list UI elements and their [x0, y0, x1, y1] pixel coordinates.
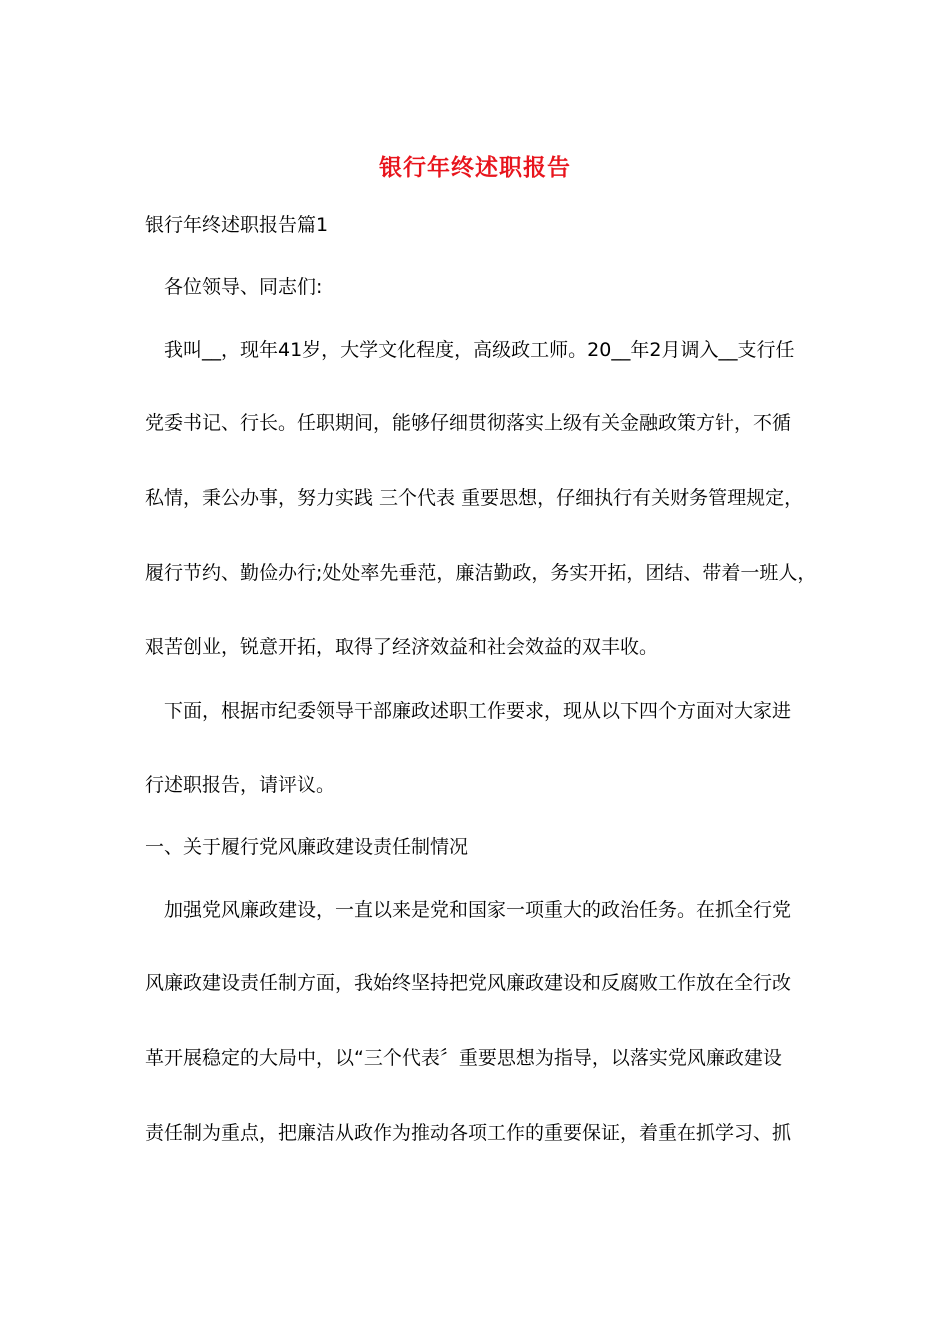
paragraph-line: 党委书记、行长。任职期间，能够仔细贯彻落实上级有关金融政策方针，不循 [145, 412, 792, 434]
paragraph-line: 艰苦创业，锐意开拓，取得了经济效益和社会效益的双丰收。 [145, 636, 659, 658]
salutation: 各位领导、同志们: [164, 276, 323, 298]
document-title: 银行年终述职报告 [379, 154, 571, 181]
paragraph-line: 下面，根据市纪委领导干部廉政述职工作要求，现从以下四个方面对大家进 [164, 700, 792, 722]
paragraph-line: 革开展稳定的大局中，以“三个代表〞重要思想为指导，以落实党风廉政建设 [145, 1047, 782, 1069]
paragraph-line: 私情，秉公办事，努力实践 三个代表 重要思想，仔细执行有关财务管理规定， [145, 487, 804, 509]
paragraph-line: 履行节约、勤俭办行;处处率先垂范，廉洁勤政，务实开拓，团结、带着一班人， [145, 562, 817, 584]
paragraph-line: 风廉政建设责任制方面，我始终坚持把党风廉政建设和反腐败工作放在全行改 [145, 972, 792, 994]
paragraph-line: 责任制为重点，把廉洁从政作为推动各项工作的重要保证，着重在抓学习、抓 [145, 1122, 792, 1144]
section-heading: 银行年终述职报告篇1 [145, 214, 329, 236]
paragraph-line: 加强党风廉政建设，一直以来是党和国家一项重大的政治任务。在抓全行党 [164, 899, 792, 921]
paragraph-line: 我叫__，现年41岁，大学文化程度，高级政工师。20__年2月调入__支行任 [164, 339, 795, 361]
paragraph-line: 行述职报告，请评议。 [145, 774, 336, 796]
section-heading: 一、关于履行党风廉政建设责任制情况 [145, 836, 469, 858]
